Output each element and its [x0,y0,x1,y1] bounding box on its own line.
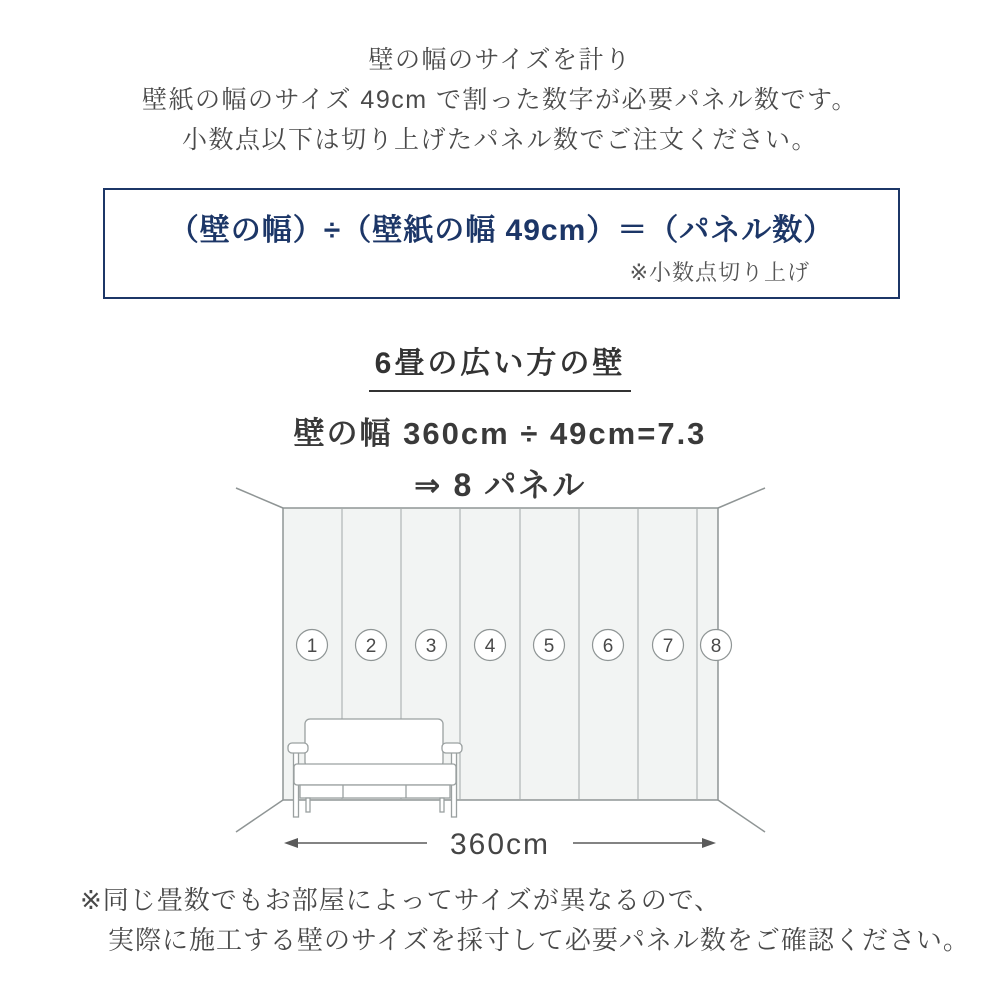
panel-badge-2 [356,630,387,661]
panel-badge-8 [701,630,732,661]
panel-number-4: 4 [484,636,496,657]
panel-badge-1 [297,630,328,661]
corner-line-top-left [236,488,283,508]
intro-line-2: 壁紙の幅のサイズ 49cm で割った数字が必要パネル数です。 [141,86,859,114]
footnote-line-1: ※同じ畳数でもお部屋によってサイズが異なるので、 [80,885,722,915]
wall-diagram [225,480,785,875]
formula-text: （壁の幅）÷（壁紙の幅 49cm）＝（パネル数） [168,214,835,247]
formula-box [103,188,900,299]
example-result: ⇒ 8 パネル [413,467,587,503]
panel-number-6: 6 [602,636,614,657]
wall-width-label: 360cm [449,828,551,861]
sofa-armrest-left [288,743,308,753]
panel-number-7: 7 [662,636,674,657]
panel-badge-6 [593,630,624,661]
sofa-seat [294,764,456,785]
example-title-row [0,338,1000,392]
example-title: 6畳の広い方の壁 [369,338,632,392]
sofa-illustration [288,719,462,817]
panel-badge-3 [416,630,447,661]
intro-line-3: 小数点以下は切り上げたパネル数でご注文ください。 [181,126,818,154]
corner-line-top-right [718,488,765,508]
panel-number-5: 5 [543,636,555,657]
panel-number-2: 2 [365,636,377,657]
example-calculation: 壁の幅 360cm ÷ 49cm=7.3 [293,416,707,451]
footnote-line-2: 実際に施工する壁のサイズを採寸して必要パネル数をご確認ください。 [108,925,970,955]
panel-badge-4 [475,630,506,661]
panel-badge-7 [653,630,684,661]
sofa-leg-inner-right [440,798,444,812]
corner-line-bottom-left [236,800,283,832]
panel-badge-5 [534,630,565,661]
intro-text [0,40,1000,160]
sofa-armrest-right [442,743,462,753]
sofa-rail [300,785,450,798]
arrowhead-left-icon [284,838,298,848]
panel-number-8: 8 [710,636,722,657]
sofa-backrest [305,719,443,767]
arrowhead-right-icon [702,838,716,848]
corner-line-bottom-right [718,800,765,832]
footnote-text [80,880,980,960]
sofa-leg-inner-left [306,798,310,812]
panel-number-3: 3 [425,636,437,657]
intro-line-1: 壁の幅のサイズを計り [368,46,632,74]
formula-rounding-note: ※小数点切り上げ [629,260,810,285]
panel-number-1: 1 [306,636,318,657]
dimension-arrow [284,828,716,861]
